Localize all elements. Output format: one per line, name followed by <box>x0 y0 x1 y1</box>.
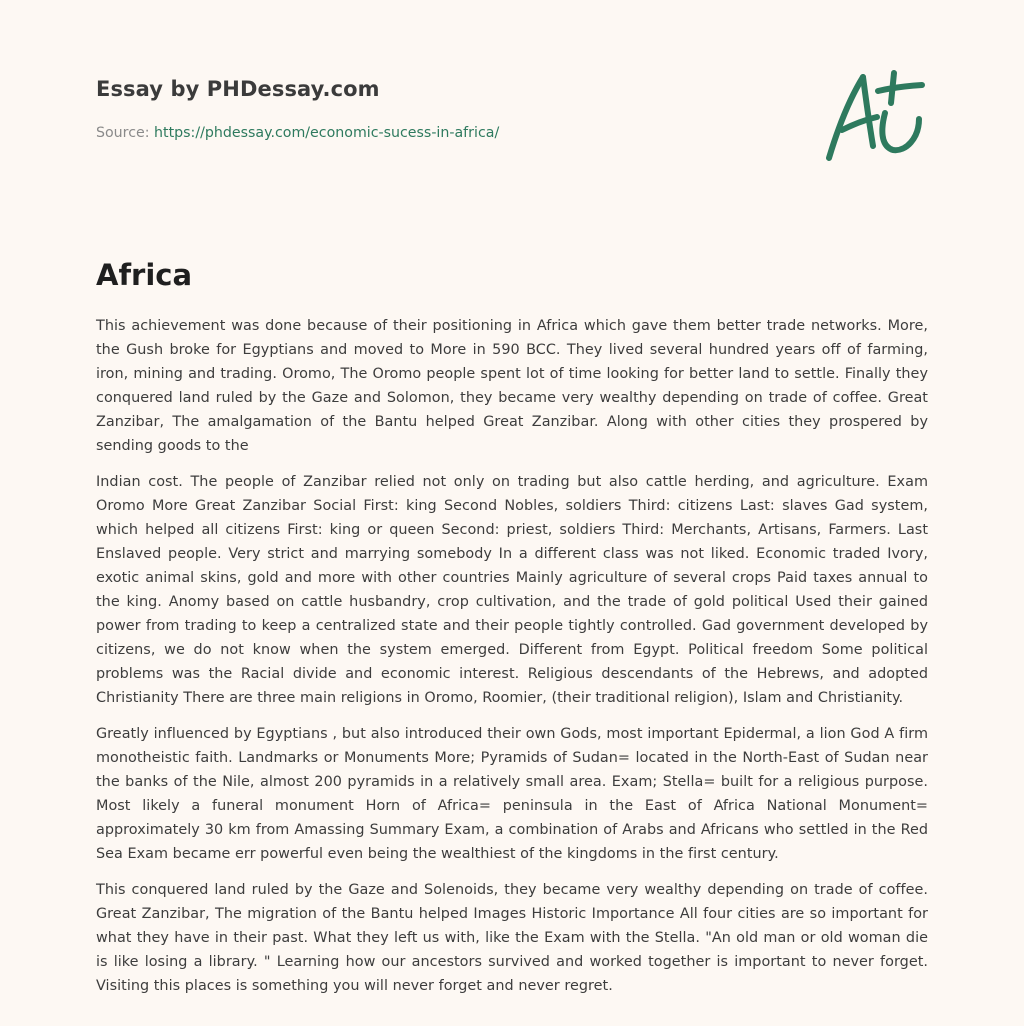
essay-paragraph: This conquered land ruled by the Gaze and Solenoids, they became very wealthy depending on trade of coffee. Great Zanzibar, The migration of the Bantu helped Images Historic Importance All four cities are so important for what they have in their past. What they left us with, like the Exam with the Stella. "An old man or old woman die is like losing a library. " Learning how our ancestors survived and worked together is important to never forget. Visiting this places is something you will never forget and never regret. <box>96 882 928 994</box>
page-header <box>96 72 796 143</box>
essay-paragraph: This achievement was done because of their positioning in Africa which gave them better trade networks. More, the Gush broke for Egyptians and moved to More in 590 BCC. They lived several hundred years off of farming, iron, mining and trading. Oromo, The Oromo people spent lot of time looking for better land to settle. Finally they conquered land ruled by the Gaze and Solomon, they became very wealthy depending on trade of coffee. Great Zanzibar, The amalgamation of the Bantu helped Great Zanzibar. Along with other cities they prospered by sending goods to the <box>96 318 928 454</box>
essay-title: Africa <box>96 258 193 292</box>
essay-body <box>96 314 928 1010</box>
source-link[interactable]: https://phdessay.com/economic-sucess-in-africa/ <box>154 125 500 141</box>
essay-paragraph: Greatly influenced by Egyptians , but also introduced their own Gods, most important Epidermal, a lion God A firm monotheistic faith. Landmarks or Monuments More; Pyramids of Sudan= located in the North-East of Sudan near the banks of the Nile, almost 200 pyramids in a relatively small area. Exam; Stella= built for a religious purpose. Most likely a funeral monument Horn of Africa= peninsula in the East of Africa National Monument= approximately 30 km from Amassing Summary Exam, a combination of Arabs and Africans who settled in the Red Sea Exam became err powerful even being the wealthiest of the kingdoms in the first century. <box>96 726 928 862</box>
source-label: Source: <box>96 125 155 141</box>
brand-title: Essay by PHDessay.com <box>96 77 380 101</box>
essay-paragraph: Indian cost. The people of Zanzibar relied not only on trading but also cattle herding, and agriculture. Exam Oromo More Great Zanzibar Social First: king Second Nobles, soldiers Third: citizens Last: slaves Gad system, which helped all citizens First: king or queen Second: priest, soldiers Third: Merchants, Artisans, Farmers. Last Enslaved people. Very strict and marrying somebody In a different class was not liked. Economic traded Ivory, exotic animal skins, gold and more with other countries Mainly agriculture of several crops Paid taxes annual to the king. Anomy based on cattle husbandry, crop cultivation, and the trade of gold political Used their gained power from trading to keep a centralized state and their people tightly controlled. Gad government developed by citizens, we do not know when the system emerged. Different from Egypt. Political freedom Some political problems was the Racial divide and economic interest. Religious descendants of the Hebrews, and adopted Christianity There are three main religions in Oromo, Roomier, (their traditional religion), Islam and Christianity. <box>96 474 928 706</box>
a-plus-grade-icon <box>818 66 928 166</box>
source-line <box>96 123 796 143</box>
